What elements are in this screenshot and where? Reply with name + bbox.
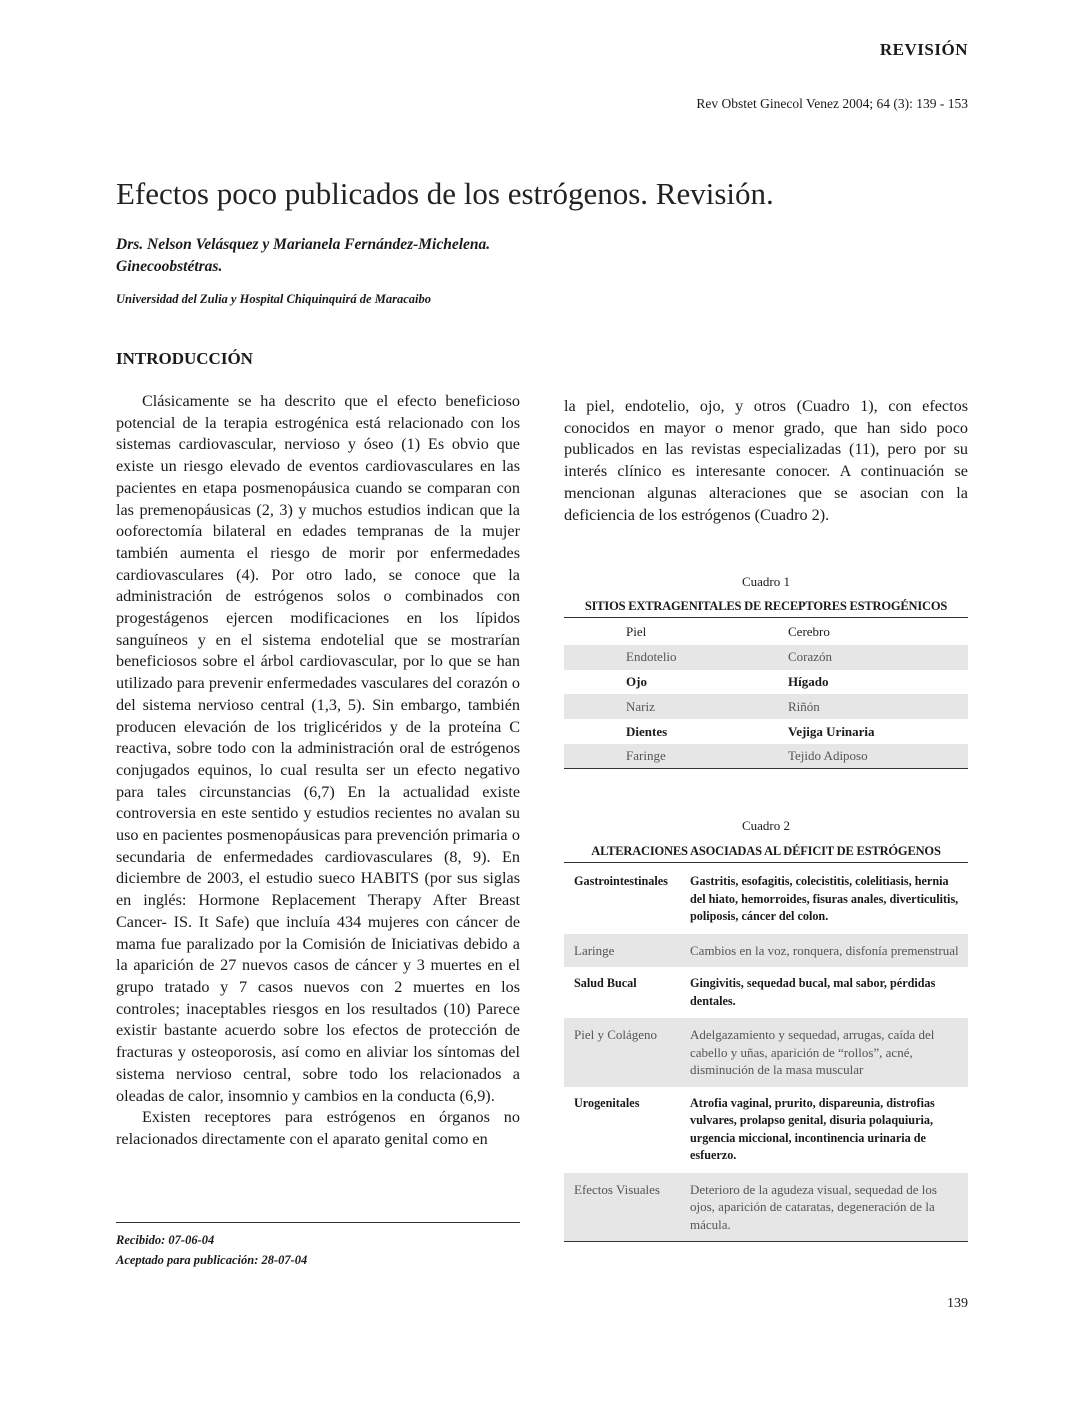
table-row <box>564 1087 968 1173</box>
table-cell: Cambios en la voz, ronquera, disfonía premenstrual <box>690 942 959 958</box>
cuadro-1-caption: Cuadro 1 <box>741 574 791 589</box>
table-cell: Dientes <box>626 723 668 739</box>
table-cell: Tejido Adiposo <box>788 748 868 764</box>
journal-citation: Rev Obstet Ginecol Venez 2004; 64 (3): 139 - 153 <box>696 96 968 111</box>
table-cell: Gastritis, esofagitis, colecistitis, colelitiasis, hernia del hiato, hemorroides, fisuras anales, diverticulitis, poliposis, cáncer del colon. <box>690 874 959 923</box>
table-cell: Deterioro de la agudeza visual, sequedad de los ojos, aparición de cataratas, degeneración de la mácula. <box>690 1181 937 1232</box>
cuadro-2-title: ALTERACIONES ASOCIADAS AL DÉFICIT DE ESTRÓGENOS <box>564 844 968 863</box>
cuadro-2-table <box>564 865 968 1242</box>
table-cell: Gastrointestinales <box>574 874 668 888</box>
table-cell: Piel <box>626 624 647 640</box>
table-cell: Atrofia vaginal, prurito, dispareunia, distrofias vulvares, prolapso genital, disuria polaquiuria, urgencia miccional, incontinencia urinaria de esfuerzo. <box>690 1095 935 1162</box>
cuadro-2-caption: Cuadro 2 <box>741 818 791 833</box>
table-row <box>564 967 968 1018</box>
table-cell: Salud Bucal <box>574 976 637 990</box>
table-row <box>564 694 968 719</box>
authors-line-2: Ginecoobstétras. <box>116 258 223 275</box>
paragraph: la piel, endotelio, ojo, y otros (Cuadro 1), con efectos conocidos en mayor o menor grado, que han sido poco publicados en las revistas especializadas (11), pero por su interés clínico es interesante conocer. A continuación se mencionan algunas alteraciones que se asocian con la deficiencia de los estrógenos (Cuadro 2). <box>564 397 968 524</box>
section-heading-introduccion: INTRODUCCIÓN <box>116 349 253 368</box>
table-cell: Urogenitales <box>574 1095 640 1110</box>
table-row <box>564 934 968 968</box>
body-column-right <box>564 396 968 526</box>
table-cell: Piel y Colágeno <box>574 1027 658 1042</box>
table-cell: Corazón <box>788 649 833 665</box>
table-cell: Nariz <box>626 698 655 714</box>
cuadro-1-title: SITIOS EXTRAGENITALES DE RECEPTORES ESTROGÉNICOS <box>564 599 968 618</box>
footnote <box>116 1230 520 1270</box>
paragraph: Clásicamente se ha descrito que el efecto beneficioso potencial de la terapia estrogénica está relacionado con los sistemas cardiovascular, nervioso y óseo (1) Es obvio que existe un riesgo elevado de eventos cardiovasculares en las pacientes en etapa posmenopáusica cuando se comparan con las premenopáusicas (2, 3) y muchos estudios indican que la ooforectomía bilateral en edades tempranas de la mujer también aumenta el riesgo de morir por enfermedades cardiovasculares (4). Por otro lado, se conoce que la administración de estrógenos solos o combinados con progestágenos ejercen modificaciones en los lípidos sanguíneos y en el sistema endotelial que se mostrarían beneficiosos sobre el árbol cardiovascular, por lo que se han utilizado para prevenir enfermedades vasculares del corazón o del sistema nervioso central (1,3, 5). Sin embargo, también producen elevación de los triglicéridos y de la proteína C reactiva, sobre todo con la administración oral de estrógenos conjugados equinos, lo cual resulta ser un efecto negativo para tales circunstancias (6,7) En la actualidad existe controversia en este sentido y estudios recientes no avalan su uso en pacientes posmenopáusicas para prevención primaria o secundaria de enfermedades cardiovasculares (8, 9). En diciembre de 2003, el estudio sueco HABITS (por sus siglas en inglés: Hormone Replacement Therapy After Breast Cancer- IS. It Safe) que incluía 434 mujeres con cáncer de mama fue paralizado por la Comisión de Iniciativas debido a la aparición de 27 nuevos casos de cáncer y 3 muertes en el grupo tratado y 7 casos nuevos con 2 muertes en los controles; inaceptables riesgos en los resultados (10) Parece existir bastante acuerdo sobre los efectos de protección de fracturas y osteoporosis, así como en aliviar los síntomas del sistema nervioso central, sobre todo los relacionados a oleadas de calor, insomnio y cambios en la conducta (6,9). <box>116 392 520 1105</box>
accepted-date: Aceptado para publicación: 28-07-04 <box>116 1253 308 1267</box>
received-date: Recibido: 07-06-04 <box>116 1233 215 1247</box>
table-cell: Adelgazamiento y sequedad, arrugas, caída del cabello y uñas, aparición de “rollos”, acné, disminución de la masa muscular <box>690 1027 935 1077</box>
cuadro-1-table <box>564 620 968 769</box>
section-label: REVISIÓN <box>879 40 968 59</box>
table-row <box>564 620 968 645</box>
table-row <box>564 719 968 744</box>
table-cell: Faringe <box>626 748 666 764</box>
table-cell: Vejiga Urinaria <box>788 723 875 739</box>
table-cell: Laringe <box>574 942 615 958</box>
body-column-left <box>116 391 520 1151</box>
table-cell: Ojo <box>626 673 647 689</box>
table-row <box>564 744 968 769</box>
table-cell: Cerebro <box>788 624 830 640</box>
affiliation: Universidad del Zulia y Hospital Chiquinquirá de Maracaibo <box>116 292 431 306</box>
table-cell: Hígado <box>788 673 829 689</box>
table-cell: Endotelio <box>626 649 677 665</box>
table-cell: Efectos Visuales <box>574 1181 660 1197</box>
page-number: 139 <box>947 1296 968 1311</box>
footnote-divider <box>116 1222 520 1223</box>
table-cell: Gingivitis, sequedad bucal, mal sabor, pérdidas dentales. <box>690 976 936 1008</box>
authors <box>116 234 636 278</box>
paragraph: Existen receptores para estrógenos en órganos no relacionados directamente con el aparato genital como en <box>116 1108 520 1148</box>
authors-line-1: Drs. Nelson Velásquez y Marianela Fernández-Michelena. <box>116 236 491 253</box>
table-cell: Riñón <box>788 698 820 714</box>
table-row <box>564 1018 968 1087</box>
table-row <box>564 670 968 695</box>
article-title: Efectos poco publicados de los estrógenos. Revisión. <box>116 176 774 211</box>
table-row <box>564 1173 968 1242</box>
table-row <box>564 865 968 934</box>
table-row <box>564 645 968 670</box>
